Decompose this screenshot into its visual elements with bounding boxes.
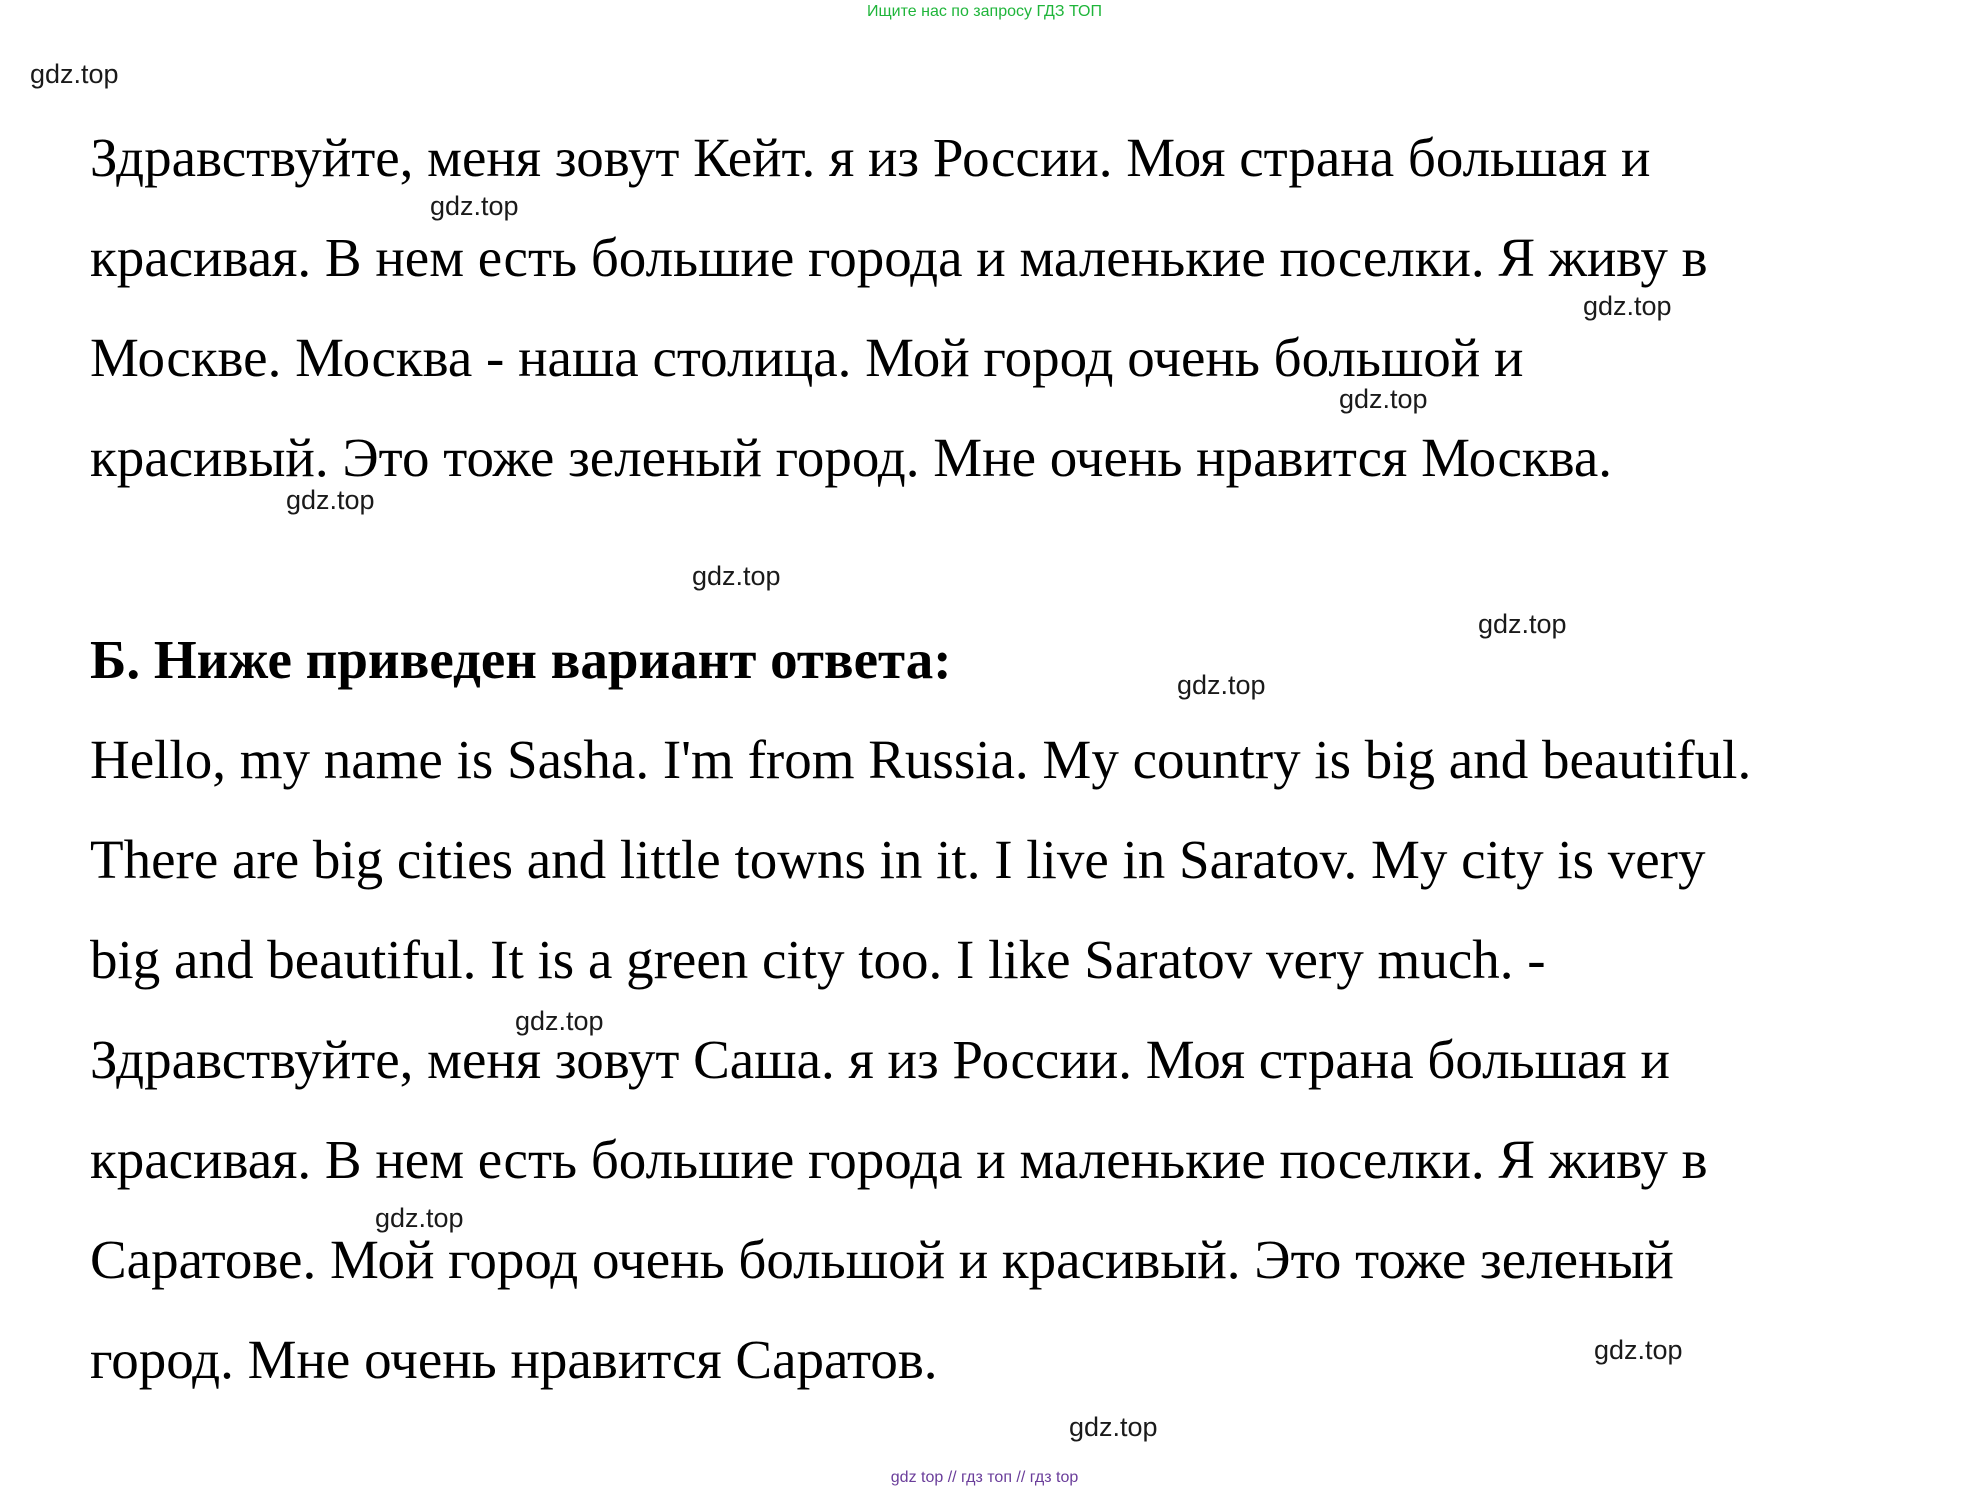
paragraph-line: Hello, my name is Sasha. I'm from Russia. My country is big and beautiful.: [90, 729, 1752, 790]
watermark: gdz.top: [1583, 291, 1672, 321]
watermark: gdz.top: [1594, 1335, 1683, 1365]
paragraph-line: There are big cities and little towns in it. I live in Saratov. My city is very: [90, 829, 1706, 890]
section-heading: Б. Ниже приведен вариант ответа:: [90, 629, 952, 690]
watermark: gdz.top: [515, 1006, 604, 1036]
watermark: gdz.top: [375, 1203, 464, 1233]
watermark: gdz.top: [1478, 609, 1567, 639]
paragraph-line: big and beautiful. It is a green city too. I like Saratov very much. -: [90, 929, 1546, 990]
paragraph-line: красивая. В нем есть большие города и маленькие поселки. Я живу в: [90, 1129, 1708, 1190]
watermark: gdz.top: [1069, 1412, 1158, 1442]
watermark: gdz.top: [30, 59, 119, 89]
bottom-banner: gdz top // гдз топ // гдз top: [890, 1469, 1079, 1486]
top-banner: Ищите нас по запросу ГДЗ ТОП: [867, 3, 1102, 20]
paragraph-line: красивый. Это тоже зеленый город. Мне очень нравится Москва.: [90, 427, 1613, 488]
watermark: gdz.top: [1339, 384, 1428, 414]
watermark: gdz.top: [1177, 670, 1266, 700]
watermark: gdz.top: [430, 191, 519, 221]
paragraph-line: Здравствуйте, меня зовут Саша. я из России. Моя страна большая и: [90, 1029, 1670, 1090]
watermark: gdz.top: [286, 485, 375, 515]
paragraph-line: Саратове. Мой город очень большой и красивый. Это тоже зеленый: [90, 1229, 1674, 1290]
paragraph-line: Здравствуйте, меня зовут Кейт. я из России. Моя страна большая и: [90, 127, 1651, 188]
paragraph-line: красивая. В нем есть большие города и маленькие поселки. Я живу в: [90, 227, 1708, 288]
watermark: gdz.top: [692, 561, 781, 591]
paragraph-line: город. Мне очень нравится Саратов.: [90, 1329, 938, 1390]
paragraph-line: Москве. Москва - наша столица. Мой город очень большой и: [90, 327, 1524, 388]
